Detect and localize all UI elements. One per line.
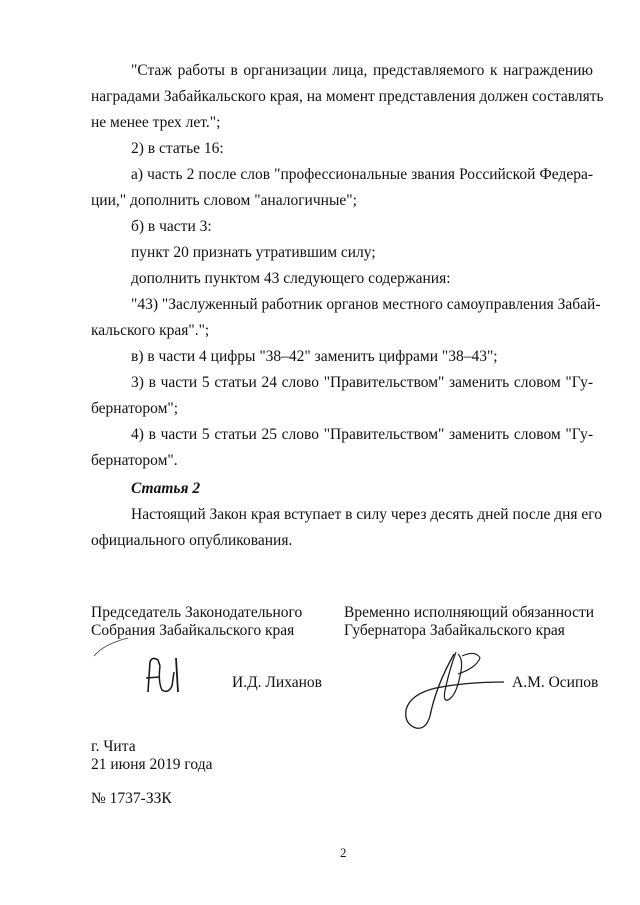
signing-date: 21 июня 2019 года [91,756,213,773]
right-signatory-name: А.М. Осипов [512,674,599,691]
article2-line1: Настоящий Закон края вступает в силу через десять дней после дня его [131,506,603,523]
p5-line: пункт 20 признать утратившим силу; [131,244,376,261]
p10-line1: 4) в части 5 статьи 25 слово "Правительством" заменить словом "Гу- [131,426,593,443]
p1-line2: наградами Забайкальского края, на момент представления должен составлять [91,88,604,105]
page-number: 2 [340,845,347,860]
right-signature [396,646,516,736]
city: г. Чита [91,738,136,755]
p1-line3: не менее трех лет."; [91,114,221,131]
law-number: № 1737-ЗЗК [91,790,172,807]
p9-line2: бернатором"; [91,400,179,417]
p7-line2: кальского края"."; [91,322,210,339]
p4-line: б) в части 3: [131,218,212,235]
p2-line: 2) в статье 16: [131,140,224,157]
article2-heading: Статья 2 [131,480,201,497]
right-signatory-title-line1: Временно исполняющий обязанности [344,604,595,621]
pen-stroke-mark [92,636,132,658]
right-signatory-title-line2: Губернатора Забайкальского края [344,622,565,639]
article2-line2: официального опубликования. [91,532,293,549]
p1-line1: "Стаж работы в организации лица, представляемого к награждению [131,62,593,79]
p6-line: дополнить пунктом 43 следующего содержания: [131,270,451,287]
left-signature [138,652,192,698]
p7-line1: "43) "Заслуженный работник органов местного самоуправления Забай- [131,296,601,313]
p10-line2: бернатором". [91,452,178,469]
left-signatory-title-line2: Собрания Забайкальского края [91,622,295,639]
p3-line2: ции," дополнить словом "аналогичные"; [91,192,357,209]
left-signatory-title-line1: Председатель Законодательного [91,604,303,621]
p3-line1: а) часть 2 после слов "профессиональные звания Российской Федера- [131,166,593,183]
p8-line: в) в части 4 цифры "38–42" заменить цифрами "38–43"; [131,348,498,365]
p9-line1: 3) в части 5 статьи 24 слово "Правительством" заменить словом "Гу- [131,374,593,391]
left-signatory-name: И.Д. Лиханов [232,674,322,691]
